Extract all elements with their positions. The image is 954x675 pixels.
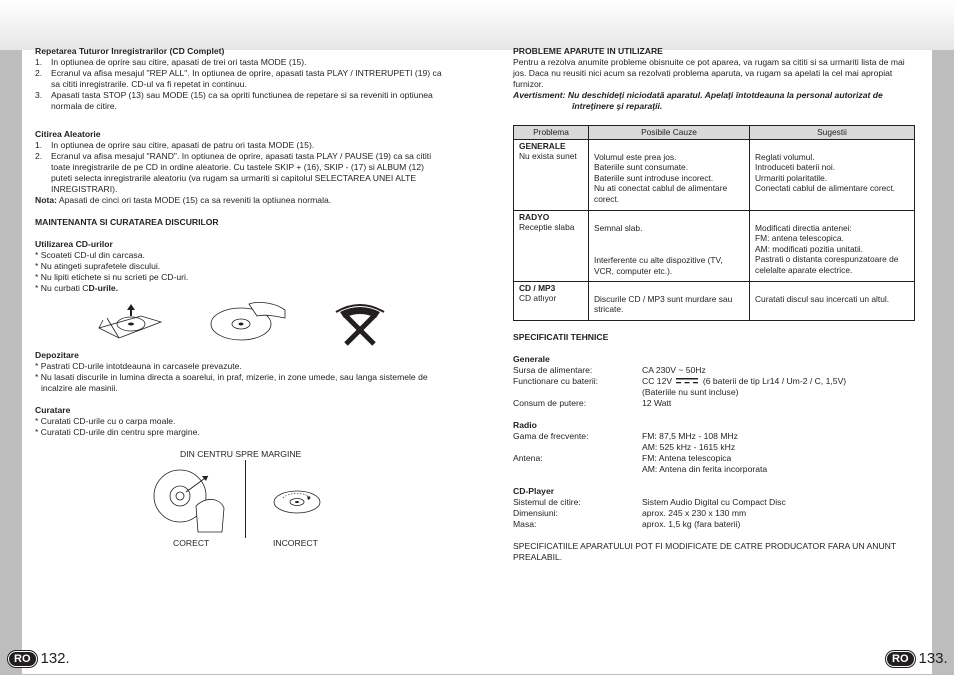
list-item: 2. Ecranul va afisa mesajul "RAND". In optiunea de oprire, apasati tasta PLAY / PAUSE (19) ca sa cititi toate inregistrarile de pe CD in ordine aleatorie. Cu tastele SKIP + (16), SKIP - (17) si ALBUM (12) puteti selecta inregistrarile aleatoriu (va rugam sa urmariti si capitolul SELECTAREA UNEI ALTE INREGISTRARI). [35, 151, 432, 194]
troubleshooting-table [513, 125, 915, 321]
warning-text-cont: întreţinere şi reparaţii. [572, 101, 663, 111]
spec-row: Functionare cu baterii: CC 12V (6 baterii de tip Lr14 / Um-2 / C, 1,5V) [513, 375, 847, 386]
column-header: Sugestii [750, 126, 915, 140]
spec-row: AM: 525 kHz - 1615 kHz [642, 441, 736, 452]
top-band [0, 0, 954, 50]
note: Nota: Apasati de cinci ori tasta MODE (15) ca sa reveniti la optiunea normala. [35, 195, 332, 205]
list-item: * Nu lasati discurile in lumina directa a soarelui, in praf, mizerie, in zone umede, sau langa sistemele de incalzire ale masinii. [35, 372, 428, 393]
cleaning-title: Curatare [35, 405, 71, 415]
list-item: * Scoateti CD-ul din carcasa. [35, 250, 145, 260]
maintenance-title: MAINTENANTA SI CURATAREA DISCURILOR [35, 217, 219, 227]
table-row [514, 281, 915, 320]
diagram-caption: DIN CENTRU SPRE MARGINE [180, 449, 302, 459]
repeat-title: Repetarea Tuturor Inregistrarilor (CD Complet) [35, 46, 225, 56]
spec-row: Consum de putere: 12 Watt [513, 397, 672, 408]
correct-cleaning-illustration [150, 462, 230, 536]
table-cell: Modificati directia antenei: FM: antena telescopica. AM: modificati pozitia unitatii. Pastrati o distanta corespunzatoare de celelalte aparate electrice. [750, 210, 915, 281]
cd-eject-illustration [95, 298, 167, 344]
table-cell: Volumul este prea jos. Bateriile sunt consumate. Bateriile sunt introduse incorect. Nu ati conectat cablul de alimentare corect. [589, 139, 750, 210]
table-cell: GENERALE Nu exista sunet [514, 139, 589, 210]
spec-row: Dimensiuni: aprox. 245 x 230 x 130 mm [513, 507, 747, 518]
language-badge: RO [886, 651, 915, 667]
spec-row: (Bateriile nu sunt incluse) [642, 386, 739, 397]
list-item: 1. In optiunea de oprire sau citire, apasati de patru ori tasta MODE (15). [35, 140, 315, 150]
spec-row: Gama de frecvente: FM: 87,5 MHz - 108 MHz [513, 430, 738, 441]
spec-row: Sistemul de citire: Sistem Audio Digital cu Compact Disc [513, 496, 786, 507]
right-margin-bar [932, 50, 954, 675]
list-item: * Nu curbati CD-urile. [35, 283, 119, 293]
page-number-left [8, 650, 70, 667]
radio-title: Radio [513, 419, 537, 430]
specs-title: SPECIFICATII TEHNICE [513, 331, 609, 342]
correct-label: CORECT [173, 538, 210, 548]
page-number: 133. [918, 650, 948, 667]
cd-player-title: CD-Player [513, 485, 555, 496]
footer-note: SPECIFICATIILE APARATULUI POT FI MODIFICATE DE CATRE PRODUCATOR FARA UN ANUNT PREALABIL. [513, 540, 896, 562]
list-item: * Curatati CD-urile cu o carpa moale. [35, 416, 176, 426]
table-cell: Semnal slab. Interferente cu alte dispozitive (TV, VCR, computer etc.). [589, 210, 750, 281]
incorrect-cleaning-illustration [271, 482, 325, 522]
cleaning-labels [35, 538, 445, 552]
page-number: 132. [40, 650, 70, 667]
table-cell: RADYO Receptie slaba [514, 210, 589, 281]
table-cell: Reglati volumul. Introduceti baterii noi. Urmariti polaritatile. Conectati cablul de alimentare corect. [750, 139, 915, 210]
repeat-list [35, 57, 445, 112]
table-header-row [514, 126, 915, 140]
warning-text: Avertisment: Nu deschideţi niciodată aparatul. Apelaţi întotdeauna la personal autorizat de [513, 90, 883, 100]
right-page [513, 46, 918, 563]
bent-cd-warning-icon [330, 298, 390, 348]
table-cell: CD / MP3 CD atlıyor [514, 281, 589, 320]
table-cell: Discurile CD / MP3 sunt murdare sau stricate. [589, 281, 750, 320]
column-header: Posibile Cauze [589, 126, 750, 140]
column-header: Problema [514, 126, 589, 140]
language-badge: RO [8, 651, 37, 667]
problems-title: PROBLEME APARUTE IN UTILIZARE [513, 46, 663, 56]
random-title: Citirea Aleatorie [35, 129, 101, 139]
table-row [514, 139, 915, 210]
left-page [35, 46, 445, 552]
left-margin-bar [0, 50, 22, 675]
random-list [35, 140, 445, 195]
general-title: Generale [513, 353, 550, 364]
cd-hold-illustration [205, 298, 287, 344]
list-item: * Nu atingeti suprafetele discului. [35, 261, 161, 271]
storage-title: Depozitare [35, 350, 79, 360]
spec-row: Sursa de alimentare: CA 230V ~ 50Hz [513, 364, 706, 375]
list-item: 1. In optiunea de oprire sau citire, apasati de trei ori tasta MODE (15). [35, 57, 307, 67]
use-title: Utilizarea CD-urilor [35, 239, 113, 249]
spec-row: Masa: aprox. 1,5 kg (fara baterii) [513, 518, 741, 529]
cd-handling-illustrations [35, 294, 445, 350]
table-cell: Curatati discul sau incercati un altul. [750, 281, 915, 320]
cleaning-diagram [35, 460, 445, 538]
divider [245, 460, 246, 538]
page-number-right [886, 650, 948, 667]
table-row [514, 210, 915, 281]
dc-symbol-icon [674, 378, 700, 384]
list-item: 2. Ecranul va afisa mesajul "REP ALL". In optiunea de oprire, apasati tasta PLAY / INTRERUPETI (19) ca sa cititi inregistrarile. CD-ul va fi repetat in continuu. [35, 68, 442, 89]
list-item: * Pastrati CD-urile intotdeauna in carcasele prevazute. [35, 361, 242, 371]
list-item: 3. Apasati tasta STOP (13) sau MODE (15) ca sa opriti functiunea de repetare si sa reveniti in optiunea normala de citire. [35, 90, 433, 111]
intro-text: Pentru a rezolva anumite probleme obisnuite ce pot aparea, va rugam sa cititi si sa urmariti lista de mai jos. Daca nu reusiti nici acum sa rezolvati problema aparuta, va rugam sa apelati la cel mai apropiat furnizor. [513, 57, 905, 89]
list-item: * Nu lipiti etichete si nu scrieti pe CD-uri. [35, 272, 189, 282]
spec-row: Antena: FM: Antena telescopica [513, 452, 732, 463]
list-item: * Curatati CD-urile din centru spre margine. [35, 427, 200, 437]
spec-row: AM: Antena din ferita incorporata [642, 463, 768, 474]
incorrect-label: INCORECT [273, 538, 318, 548]
